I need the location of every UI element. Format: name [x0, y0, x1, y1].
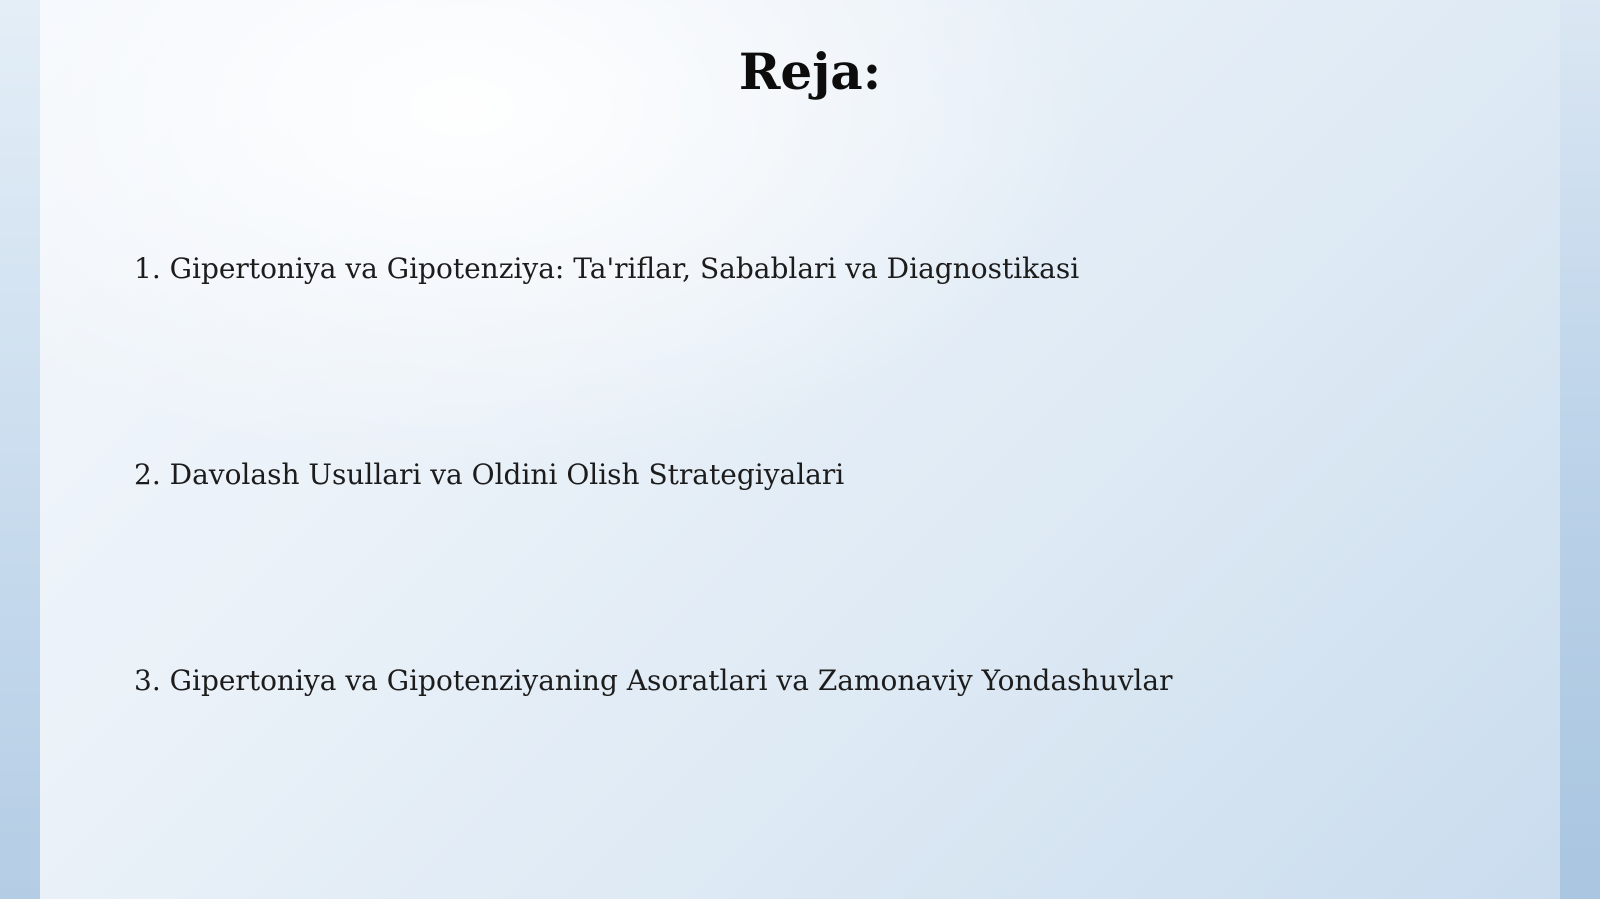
plan-item-1: 1. Gipertoniya va Gipotenziya: Ta'riflar, Sabablari va Diagnostikasi: [134, 252, 1080, 285]
plan-item-3: 3. Gipertoniya va Gipotenziyaning Asoratlari va Zamonaviy Yondashuvlar: [134, 664, 1173, 697]
right-margin: [1560, 0, 1600, 899]
slide-title: Reja:: [738, 42, 882, 101]
plan-item-2: 2. Davolash Usullari va Oldini Olish Strategiyalari: [134, 458, 845, 491]
slide: [40, 0, 1560, 899]
left-margin: [0, 0, 40, 899]
